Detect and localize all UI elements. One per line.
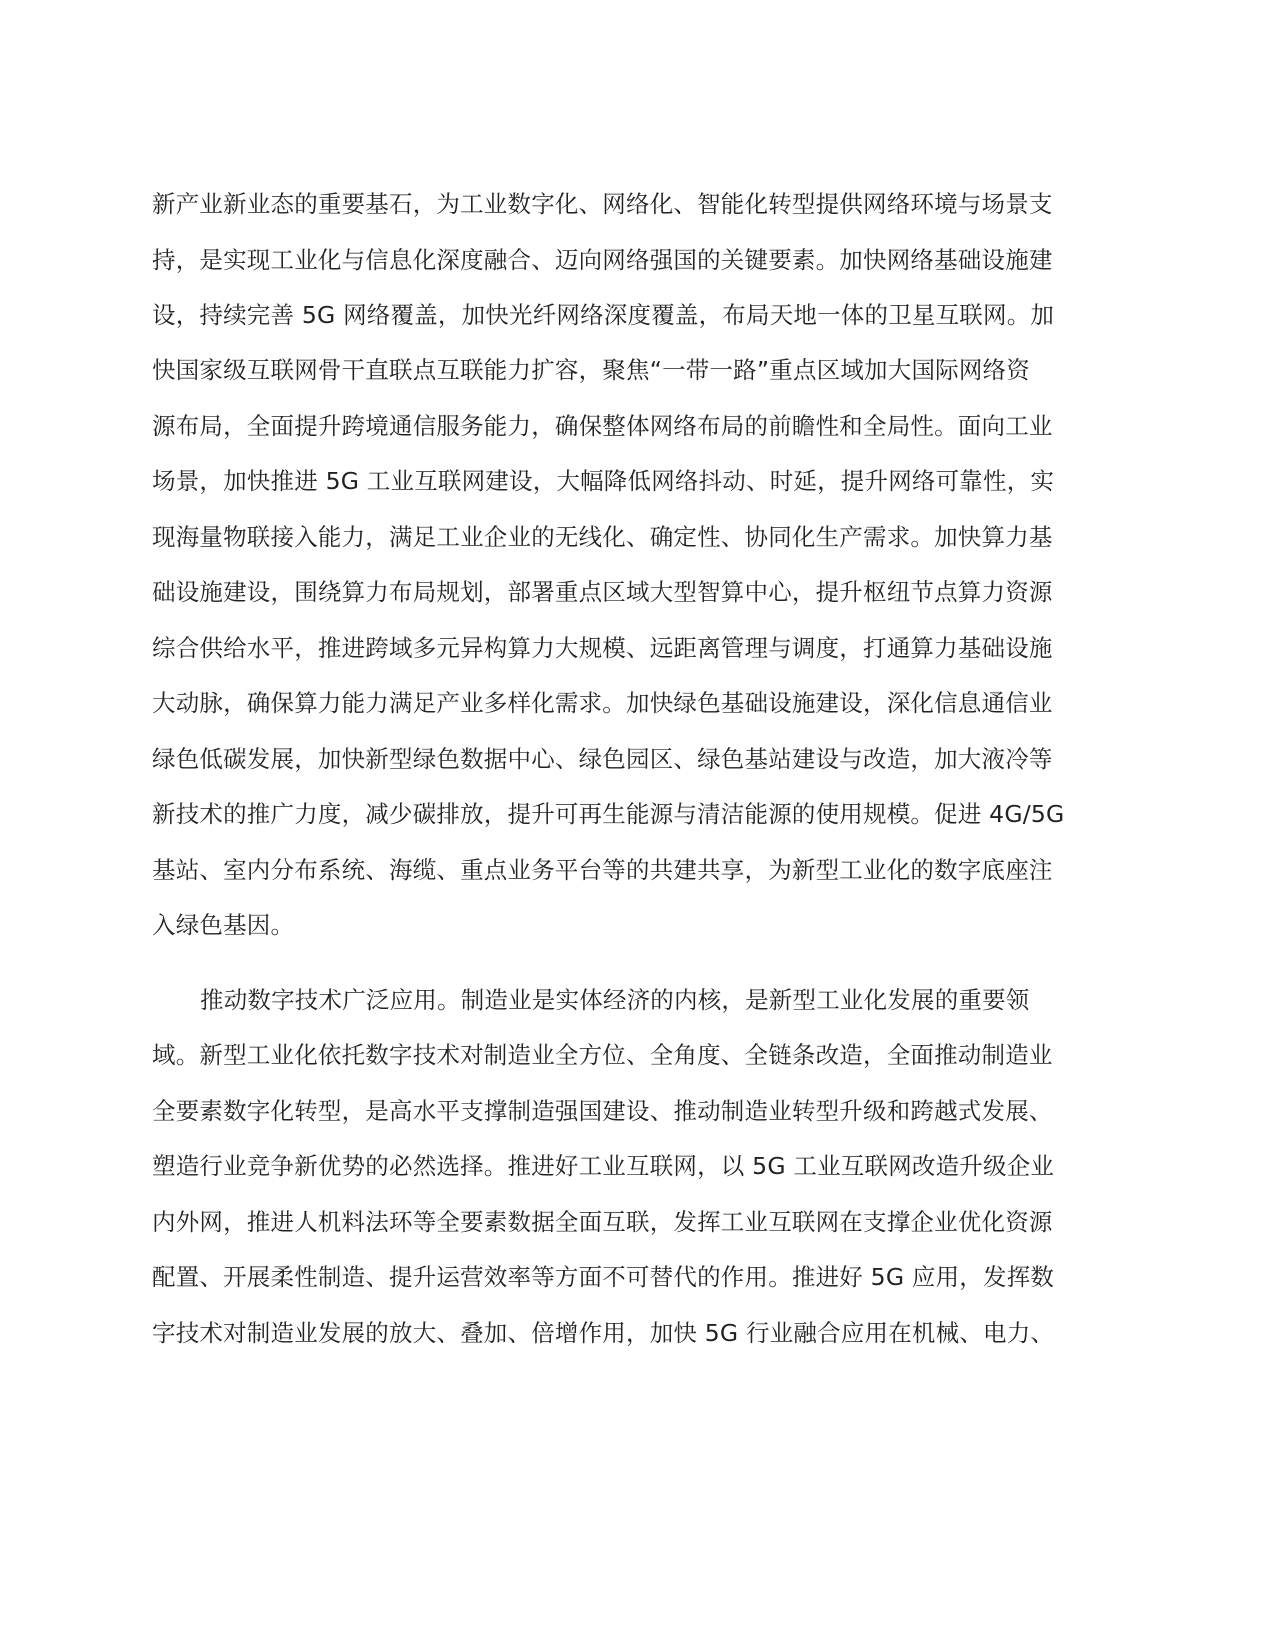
text-line: 域。新型工业化依托数字技术对制造业全方位、全角度、全链条改造，全面推动制造业 [152, 1041, 1053, 1069]
text-line: 内外网，推进人机料法环等全要素数据全面互联，发挥工业互联网在支撑企业优化资源 [152, 1208, 1053, 1236]
text-line: 绿色低碳发展，加快新型绿色数据中心、绿色园区、绿色基站建设与改造，加大液冷等 [152, 745, 1053, 773]
text-line: 入绿色基因。 [152, 911, 295, 939]
text-line: 塑造行业竞争新优势的必然选择。推进好工业互联网，以 5G 工业互联网改造升级企业 [152, 1152, 1055, 1180]
text-line: 推动数字技术广泛应用。制造业是实体经济的内核，是新型工业化发展的重要领 [200, 986, 1030, 1014]
text-line: 新产业新业态的重要基石，为工业数字化、网络化、智能化转型提供网络环境与场景支 [152, 190, 1053, 218]
text-line: 设，持续完善 5G 网络覆盖，加快光纤网络深度覆盖，布局天地一体的卫星互联网。加 [152, 301, 1055, 329]
text-line: 现海量物联接入能力，满足工业企业的无线化、确定性、协同化生产需求。加快算力基 [152, 523, 1053, 551]
text-line: 字技术对制造业发展的放大、叠加、倍增作用，加快 5G 行业融合应用在机械、电力、 [152, 1319, 1055, 1347]
text-line: 场景，加快推进 5G 工业互联网建设，大幅降低网络抖动、时延，提升网络可靠性，实 [152, 467, 1055, 495]
text-line: 综合供给水平，推进跨域多元异构算力大规模、远距离管理与调度，打通算力基础设施 [152, 634, 1053, 662]
text-line: 基站、室内分布系统、海缆、重点业务平台等的共建共享，为新型工业化的数字底座注 [152, 856, 1053, 884]
text-line: 大动脉，确保算力能力满足产业多样化需求。加快绿色基础设施建设，深化信息通信业 [152, 689, 1053, 717]
text-line: 源布局，全面提升跨境通信服务能力，确保整体网络布局的前瞻性和全局性。面向工业 [152, 412, 1053, 440]
text-line: 础设施建设，围绕算力布局规划，部署重点区域大型智算中心，提升枢纽节点算力资源 [152, 578, 1053, 606]
text-line: 全要素数字化转型，是高水平支撑制造强国建设、推动制造业转型升级和跨越式发展、 [152, 1097, 1053, 1125]
text-line: 配置、开展柔性制造、提升运营效率等方面不可替代的作用。推进好 5G 应用，发挥数 [152, 1263, 1055, 1291]
text-line: 新技术的推广力度，减少碳排放，提升可再生能源与清洁能源的使用规模。促进 4G/5G [152, 800, 1065, 828]
text-line: 快国家级互联网骨干直联点互联能力扩容，聚焦“一带一路”重点区域加大国际网络资 [152, 356, 1030, 384]
text-line: 持，是实现工业化与信息化深度融合、迈向网络强国的关键要素。加快网络基础设施建 [152, 246, 1053, 274]
